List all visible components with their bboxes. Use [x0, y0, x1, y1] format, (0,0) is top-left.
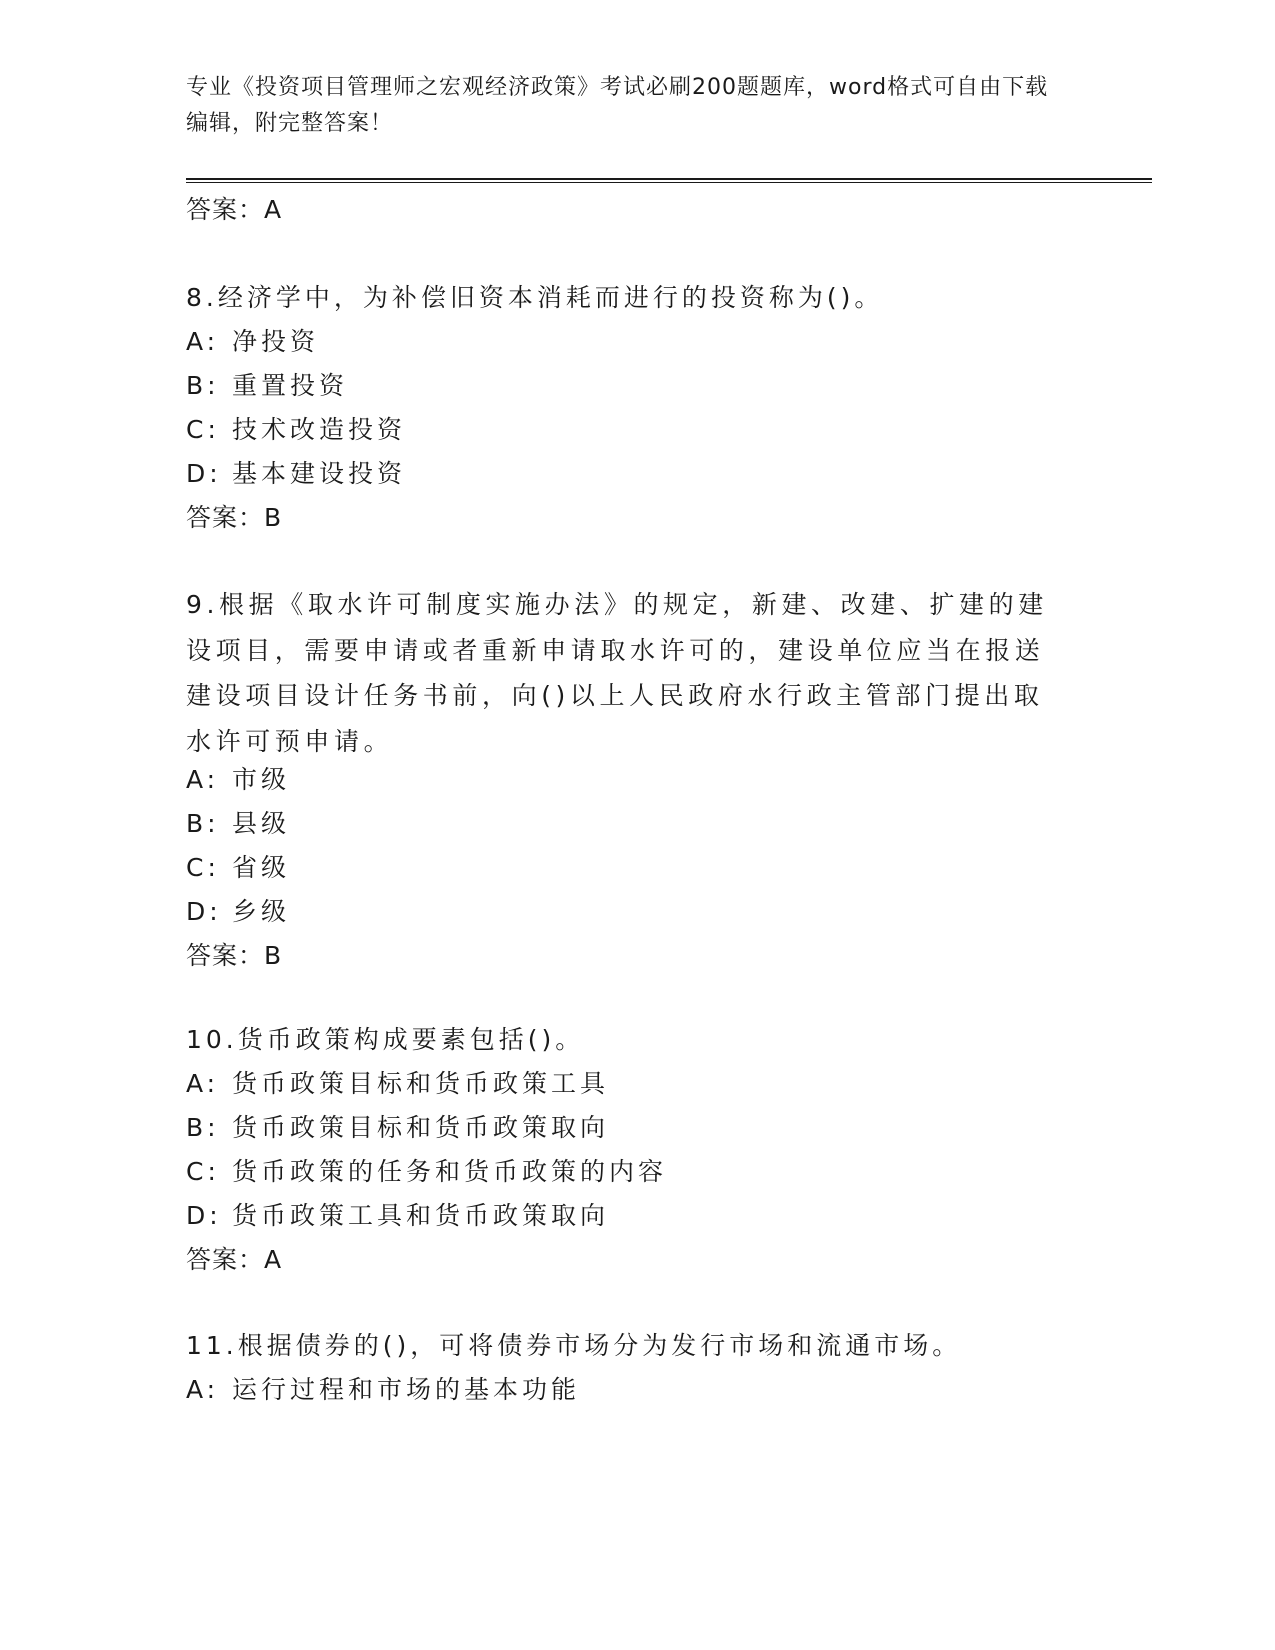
- question-9-option-b: [186, 804, 290, 840]
- option-text: 重置投资: [232, 371, 349, 400]
- question-10-option-d: [186, 1196, 609, 1232]
- question-10-option-a: [186, 1064, 609, 1100]
- option-label: C:: [186, 415, 220, 444]
- option-label: A:: [186, 765, 220, 794]
- option-text: 货币政策目标和货币政策工具: [232, 1069, 610, 1098]
- answer-prev: 答案：A: [186, 195, 283, 224]
- page-header: 专业《投资项目管理师之宏观经济政策》考试必刷200题题库，word格式可自由下载编辑，附完整答案！: [186, 75, 1049, 136]
- question-9-option-c: [186, 848, 290, 884]
- header-divider: [186, 178, 1152, 183]
- option-label: D:: [186, 459, 222, 488]
- question-10-option-c: [186, 1152, 667, 1188]
- question-8-option-b: [186, 366, 348, 402]
- option-label: D:: [186, 1201, 222, 1230]
- option-label: B:: [186, 809, 220, 838]
- question-9-option-a: [186, 760, 290, 796]
- option-text: 货币政策的任务和货币政策的内容: [232, 1157, 668, 1186]
- option-text: 乡级: [232, 897, 291, 926]
- question-10-stem: 10.货币政策构成要素包括()。: [186, 1025, 585, 1054]
- option-text: 基本建设投资: [232, 459, 407, 488]
- option-text: 市级: [232, 765, 291, 794]
- question-8-answer: 答案：B: [186, 503, 283, 532]
- question-11-option-a: [186, 1370, 580, 1406]
- option-text: 运行过程和市场的基本功能: [232, 1375, 581, 1404]
- option-label: D:: [186, 897, 222, 926]
- option-text: 净投资: [232, 327, 320, 356]
- question-9-option-d: [186, 892, 290, 928]
- option-label: A:: [186, 1375, 220, 1404]
- question-8-stem: 8.经济学中，为补偿旧资本消耗而进行的投资称为()。: [186, 283, 884, 312]
- question-10-option-b: [186, 1108, 609, 1144]
- option-text: 省级: [232, 853, 291, 882]
- question-8-option-c: [186, 410, 406, 446]
- question-9-stem: 9.根据《取水许可制度实施办法》的规定，新建、改建、扩建的建设项目，需要申请或者重新申请取水许可的，建设单位应当在报送建设项目设计任务书前，向()以上人民政府水行政主管部门提出取水许可预申请。: [186, 590, 1048, 756]
- option-text: 货币政策工具和货币政策取向: [232, 1201, 610, 1230]
- question-10-answer: 答案：A: [186, 1245, 283, 1274]
- option-label: B:: [186, 1113, 220, 1142]
- option-text: 县级: [232, 809, 291, 838]
- option-label: B:: [186, 371, 220, 400]
- option-label: A:: [186, 327, 220, 356]
- option-text: 货币政策目标和货币政策取向: [232, 1113, 610, 1142]
- option-text: 技术改造投资: [232, 415, 407, 444]
- question-8-option-d: [186, 454, 406, 490]
- question-11-stem: 11.根据债券的()，可将债券市场分为发行市场和流通市场。: [186, 1331, 962, 1360]
- question-9-answer: 答案：B: [186, 941, 283, 970]
- question-8-option-a: [186, 322, 319, 358]
- option-label: A:: [186, 1069, 220, 1098]
- option-label: C:: [186, 853, 220, 882]
- option-label: C:: [186, 1157, 220, 1186]
